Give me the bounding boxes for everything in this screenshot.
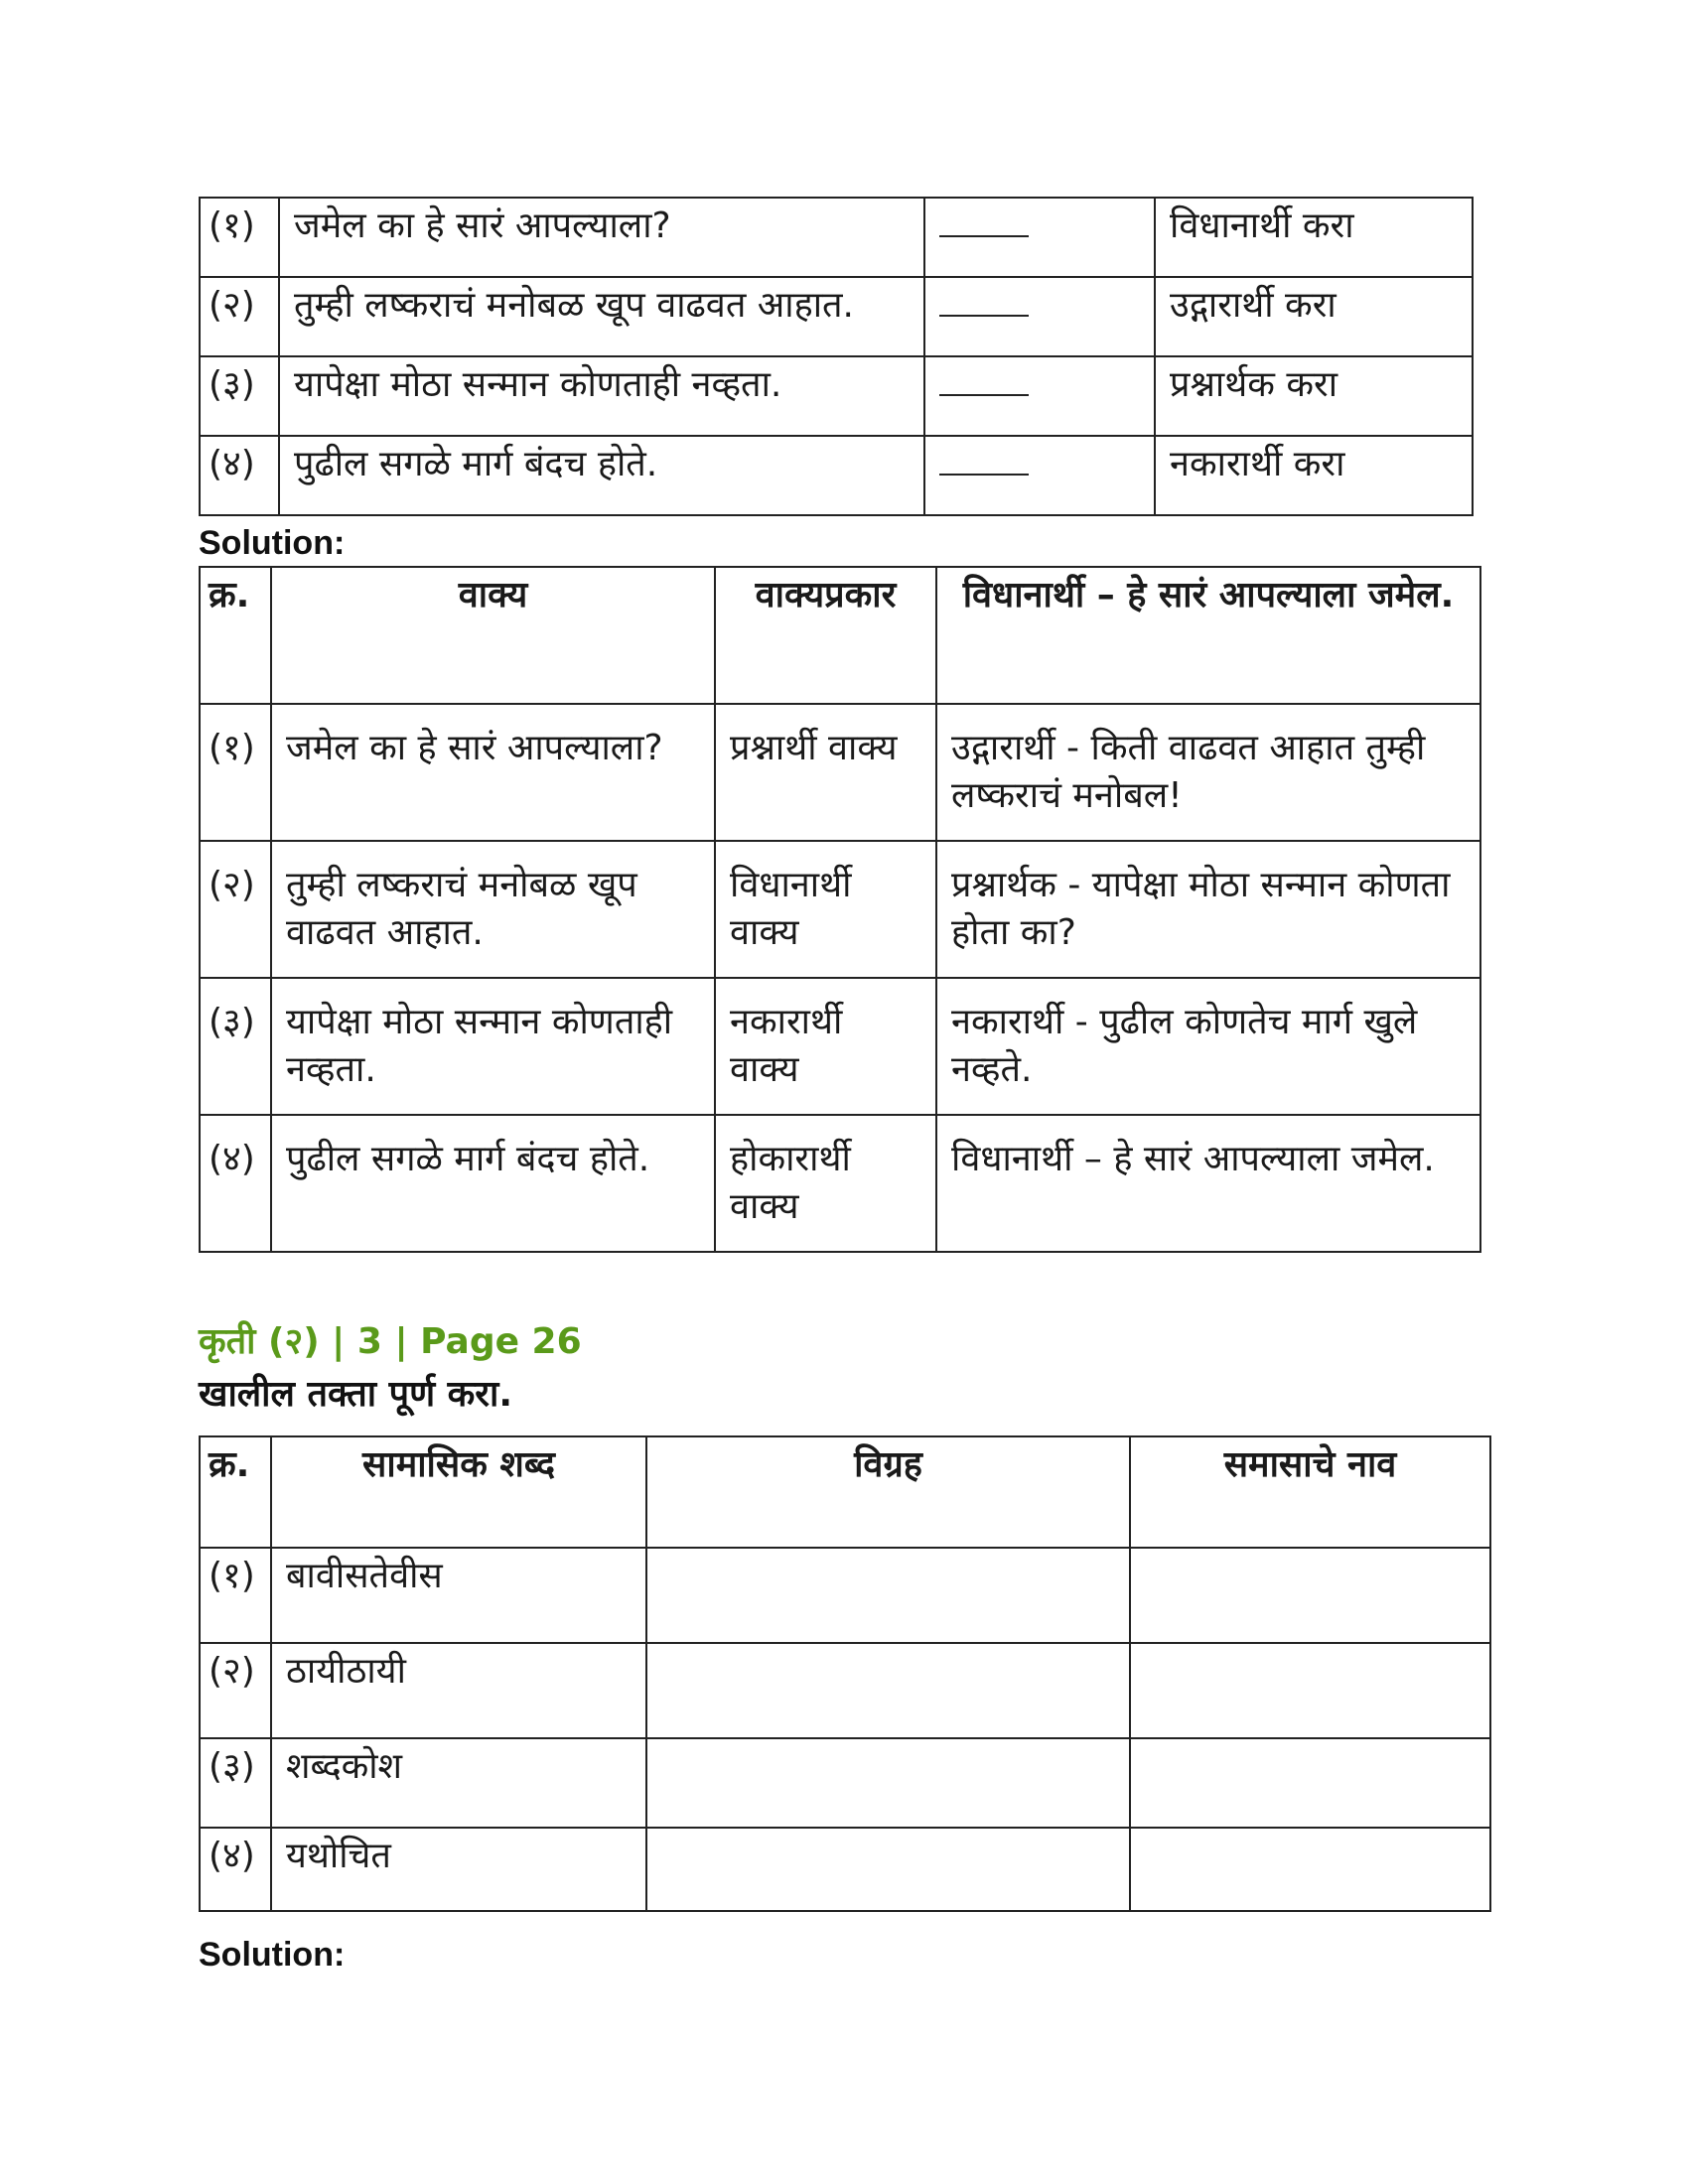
task-cell: प्रश्नार्थक करा	[1155, 356, 1473, 436]
table-row	[200, 277, 1473, 356]
row-number: (४)	[200, 436, 279, 515]
row-number: (३)	[200, 978, 271, 1115]
question-table	[199, 197, 1474, 516]
table-row	[200, 198, 1473, 277]
vigraha-cell	[646, 1643, 1130, 1738]
type-cell: प्रश्नार्थी वाक्य	[715, 704, 936, 841]
table-row	[200, 1548, 1490, 1643]
section-heading: कृती (२) | 3 | Page 26	[199, 1321, 582, 1362]
header-compound-name: समासाचे नाव	[1130, 1436, 1490, 1548]
header-type: वाक्यप्रकार	[715, 567, 936, 704]
table-row	[200, 978, 1480, 1115]
compound-name-cell	[1130, 1643, 1490, 1738]
answer-blank	[924, 198, 1155, 277]
converted-cell: विधानार्थी – हे सारं आपल्याला जमेल.	[936, 1115, 1480, 1252]
word-cell: यथोचित	[271, 1828, 646, 1911]
row-number: (१)	[200, 198, 279, 277]
solution-label: Solution:	[199, 1936, 346, 1974]
header-sentence: वाक्य	[271, 567, 715, 704]
solution-label: Solution:	[199, 524, 346, 562]
type-cell: होकारार्थी वाक्य	[715, 1115, 936, 1252]
table-row	[200, 1828, 1490, 1911]
instruction-text: खालील तक्ता पूर्ण करा.	[199, 1374, 513, 1415]
table-row	[200, 356, 1473, 436]
converted-cell: प्रश्नार्थक - यापेक्षा मोठा सन्मान कोणता होता का?	[936, 841, 1480, 978]
type-cell: नकारार्थी वाक्य	[715, 978, 936, 1115]
table-row	[200, 1643, 1490, 1738]
sentence-cell: पुढील सगळे मार्ग बंदच होते.	[271, 1115, 715, 1252]
sentence-cell: पुढील सगळे मार्ग बंदच होते.	[279, 436, 924, 515]
row-number: (२)	[200, 841, 271, 978]
vigraha-cell	[646, 1738, 1130, 1828]
task-cell: उद्गारार्थी करा	[1155, 277, 1473, 356]
row-number: (२)	[200, 277, 279, 356]
row-number: (४)	[200, 1828, 271, 1911]
answer-blank	[924, 436, 1155, 515]
table-row	[200, 1738, 1490, 1828]
table-row	[200, 704, 1480, 841]
sentence-cell: यापेक्षा मोठा सन्मान कोणताही नव्हता.	[271, 978, 715, 1115]
row-number: (३)	[200, 1738, 271, 1828]
word-cell: शब्दकोश	[271, 1738, 646, 1828]
row-number: (२)	[200, 1643, 271, 1738]
table-header-row	[200, 567, 1480, 704]
word-cell: ठायीठायी	[271, 1643, 646, 1738]
task-cell: विधानार्थी करा	[1155, 198, 1473, 277]
answer-blank	[924, 356, 1155, 436]
table-row	[200, 1115, 1480, 1252]
sentence-cell: तुम्ही लष्कराचं मनोबळ खूप वाढवत आहात.	[271, 841, 715, 978]
converted-cell: उद्गारार्थी - किती वाढवत आहात तुम्ही लष्कराचं मनोबल!	[936, 704, 1480, 841]
table-row	[200, 841, 1480, 978]
type-cell: विधानार्थी वाक्य	[715, 841, 936, 978]
sentence-cell: यापेक्षा मोठा सन्मान कोणताही नव्हता.	[279, 356, 924, 436]
row-number: (३)	[200, 356, 279, 436]
compound-table	[199, 1435, 1491, 1912]
row-number: (४)	[200, 1115, 271, 1252]
compound-name-cell	[1130, 1738, 1490, 1828]
table-header-row	[200, 1436, 1490, 1548]
vigraha-cell	[646, 1828, 1130, 1911]
header-vigraha: विग्रह	[646, 1436, 1130, 1548]
header-number: क्र.	[200, 1436, 271, 1548]
header-converted: विधानार्थी – हे सारं आपल्याला जमेल.	[936, 567, 1480, 704]
table-row	[200, 436, 1473, 515]
compound-name-cell	[1130, 1828, 1490, 1911]
converted-cell: नकारार्थी - पुढील कोणतेच मार्ग खुले नव्हते.	[936, 978, 1480, 1115]
compound-name-cell	[1130, 1548, 1490, 1643]
task-cell: नकारार्थी करा	[1155, 436, 1473, 515]
vigraha-cell	[646, 1548, 1130, 1643]
row-number: (१)	[200, 1548, 271, 1643]
header-number: क्र.	[200, 567, 271, 704]
solution-table	[199, 566, 1481, 1253]
header-word: सामासिक शब्द	[271, 1436, 646, 1548]
sentence-cell: तुम्ही लष्कराचं मनोबळ खूप वाढवत आहात.	[279, 277, 924, 356]
answer-blank	[924, 277, 1155, 356]
sentence-cell: जमेल का हे सारं आपल्याला?	[279, 198, 924, 277]
word-cell: बावीसतेवीस	[271, 1548, 646, 1643]
row-number: (१)	[200, 704, 271, 841]
sentence-cell: जमेल का हे सारं आपल्याला?	[271, 704, 715, 841]
